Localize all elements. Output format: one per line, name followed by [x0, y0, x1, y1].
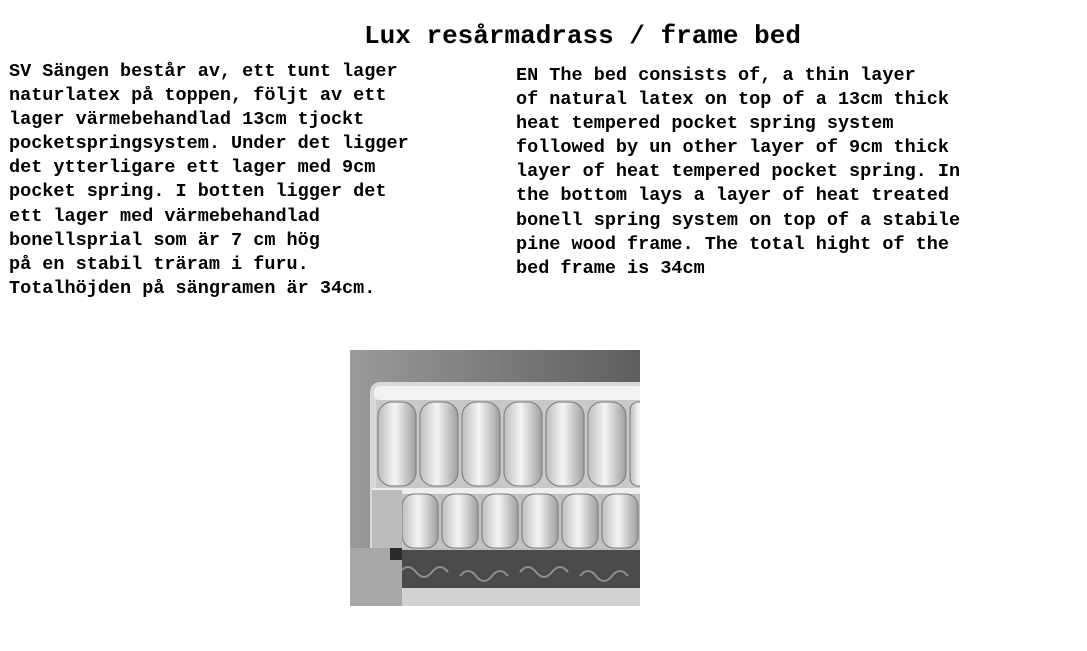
text-line: lager värmebehandlad 13cm tjockt [9, 109, 365, 131]
text-line: Totalhöjden på sängramen är 34cm. [9, 277, 376, 299]
text-line: pocketspringsystem. Under det ligger [9, 133, 409, 155]
text-line: bonellsprial som är 7 cm hög [9, 229, 320, 251]
text-line: bonell spring system on top of a stabile [516, 209, 961, 231]
text-line: followed by un other layer of 9cm thick [516, 137, 949, 159]
text-line: det ytterligare ett lager med 9cm [9, 157, 376, 179]
text-line: naturlatex på toppen, följt av ett [9, 85, 387, 107]
text-line: heat tempered pocket spring system [516, 113, 894, 135]
text-line: pine wood frame. The total hight of the [516, 233, 949, 255]
text-line: ett lager med värmebehandlad [9, 205, 320, 227]
text-line: bed frame is 34cm [516, 257, 705, 279]
page-title: Lux resårmadrass / frame bed [364, 21, 801, 51]
mattress-cross-section-photo [350, 350, 640, 606]
text-line: SV Sängen består av, ett tunt lager [9, 61, 398, 82]
text-line: of natural latex on top of a 13cm thick [516, 89, 949, 111]
text-line: layer of heat tempered pocket spring. In [516, 161, 961, 183]
text-line: pocket spring. I botten ligger det [9, 181, 387, 203]
swedish-description [9, 60, 409, 301]
text-line: the bottom lays a layer of heat treated [516, 185, 949, 207]
text-line: på en stabil träram i furu. [9, 253, 309, 275]
text-line: EN The bed consists of, a thin layer [516, 65, 916, 86]
english-description [516, 64, 960, 281]
